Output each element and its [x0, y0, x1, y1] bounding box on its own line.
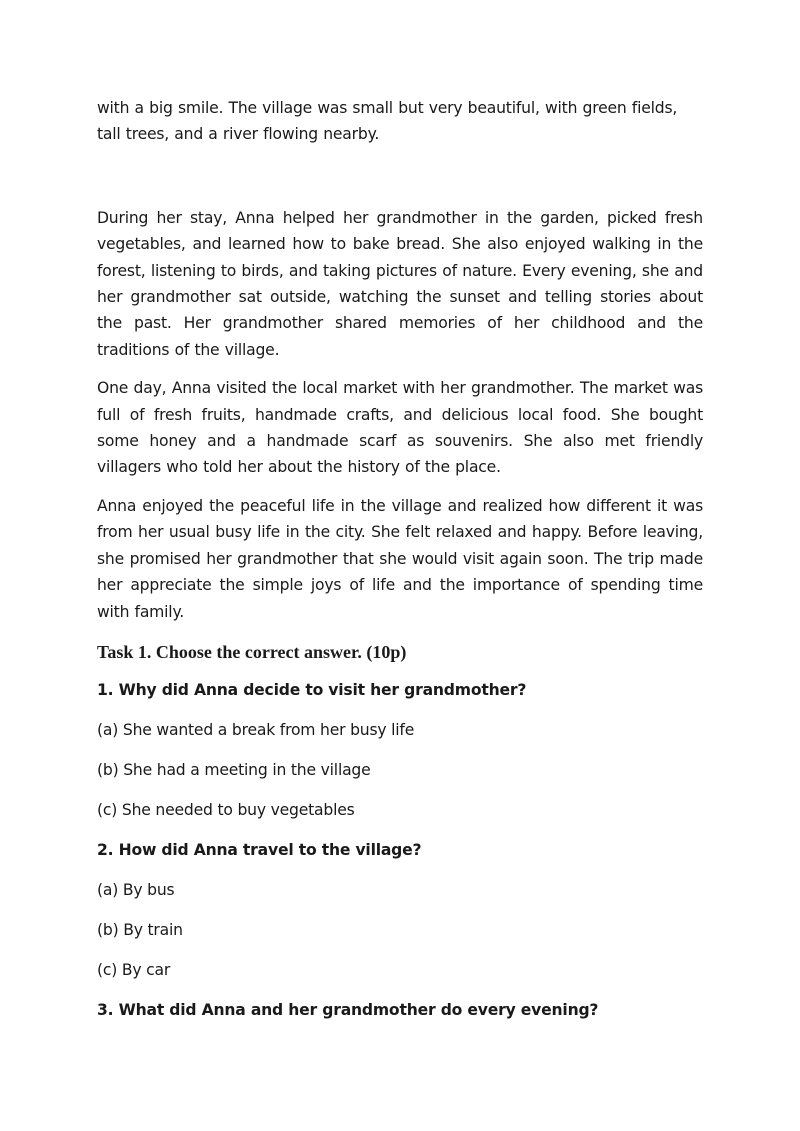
document-content	[97, 95, 703, 1023]
paragraph-spacer	[97, 481, 703, 493]
question-2-option-b: (b) By train	[97, 920, 183, 939]
paragraph-stay: During her stay, Anna helped her grandmother in the garden, picked fresh vegetables, and learned how to bake bread. She also enjoyed walking in the forest, listening to birds, and taking pictures of nature. Every evening, she and her grandmother sat outside, watching the sunset and telling stories about the past. Her grandmother shared memories of her childhood and the traditions of the village.	[97, 208, 703, 359]
paragraph-spacer	[97, 363, 703, 375]
question-block-3	[97, 997, 703, 1023]
question-1-option-c: (c) She needed to buy vegetables	[97, 800, 355, 819]
paragraph-spacer	[97, 148, 703, 205]
question-1: 1. Why did Anna decide to visit her grandmother?	[97, 680, 527, 699]
task-heading: Task 1. Choose the correct answer. (10p)	[97, 641, 407, 662]
question-1-option-b: (b) She had a meeting in the village	[97, 760, 371, 779]
question-1-option-a: (a) She wanted a break from her busy life	[97, 720, 415, 739]
question-block-1	[97, 677, 703, 823]
question-2-option-c: (c) By car	[97, 960, 171, 979]
question-3: 3. What did Anna and her grandmother do every evening?	[97, 1000, 599, 1019]
question-block-2	[97, 837, 703, 983]
question-2-option-a: (a) By bus	[97, 880, 175, 899]
paragraph-market: One day, Anna visited the local market with her grandmother. The market was full of fresh fruits, handmade crafts, and delicious local food. She bought some honey and a handmade scarf as souvenirs. She also met friendly villagers who told her about the history of the place.	[97, 379, 703, 477]
question-2: 2. How did Anna travel to the village?	[97, 840, 422, 859]
paragraph-conclusion: Anna enjoyed the peaceful life in the village and realized how different it was from her usual busy life in the city. She felt relaxed and happy. Before leaving, she promised her grandmother that she would visit again soon. The trip made her appreciate the simple joys of life and the importance of spending time with family.	[97, 496, 703, 621]
paragraph-intro-continued: with a big smile. The village was small but very beautiful, with green fields, tall trees, and a river flowing nearby.	[97, 99, 678, 144]
